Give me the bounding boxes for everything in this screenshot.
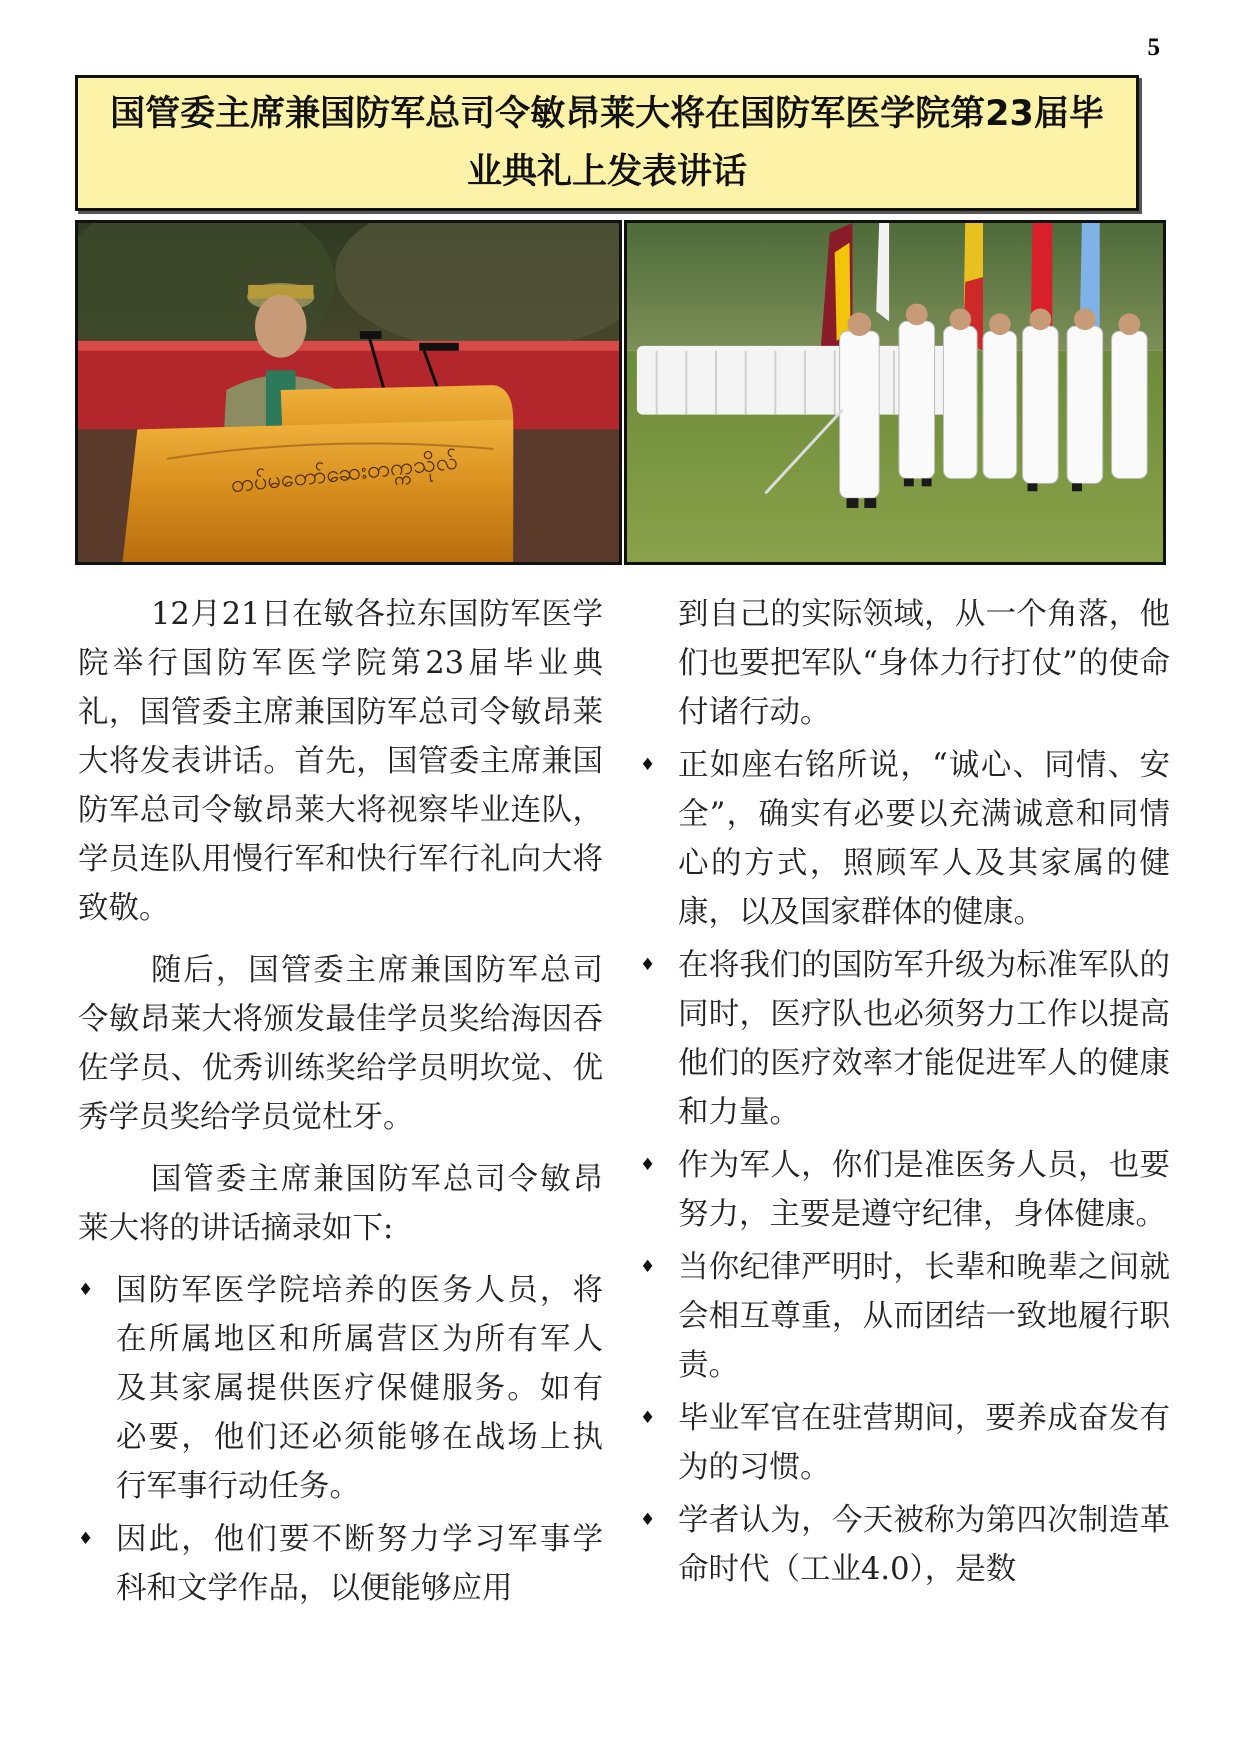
- bullet-text: 正如座右铭所说，“诚心、同情、安全”，确实有必要以充满诚意和同情心的方式，照顾军人及其家属的健康，以及国家群体的健康。: [678, 748, 1170, 930]
- list-item: [640, 1496, 1170, 1594]
- podium-lettering: တပ်မတော်ဆေးတက္ကသိုလ်: [229, 446, 460, 499]
- title-box: [75, 75, 1139, 211]
- parade-illustration: [627, 223, 1163, 562]
- bullet-text: 在将我们的国防军升级为标准军队的同时，医疗队也必须努力工作以提高他们的医疗效率才能促进军人的健康和力量。: [678, 948, 1170, 1130]
- list-item: [640, 741, 1170, 937]
- list-item: [640, 1243, 1170, 1390]
- bullet-text: 当你纪律严明时，长辈和晚辈之间就会相互尊重，从而团结一致地履行职责。: [678, 1250, 1170, 1383]
- article-title: 国管委主席兼国防军总司令敏昂莱大将在国防军医学院第23届毕业典礼上发表讲话: [110, 94, 1104, 192]
- diamond-bullet-icon: ♦: [640, 955, 656, 975]
- list-item: [78, 1266, 603, 1511]
- diamond-bullet-icon: ♦: [640, 1155, 656, 1175]
- paragraph-intro: 12月21日在敏各拉东国防军医学院举行国防军医学院第23届毕业典礼，国管委主席兼国防军总司令敏昂莱大将发表讲话。首先，国管委主席兼国防军总司令敏昂莱大将视察毕业连队，学员连队用慢行军和快行军行礼向大将致敬。: [78, 597, 603, 926]
- bullet-text: 学者认为，今天被称为第四次制造革命时代（工业4.0），是数: [678, 1503, 1170, 1587]
- paragraph-speech-intro: 国管委主席兼国防军总司令敏昂莱大将的讲话摘录如下:: [78, 1162, 603, 1246]
- right-bullet-list: [640, 741, 1170, 1594]
- diamond-bullet-icon: ♦: [640, 1257, 656, 1277]
- diamond-bullet-icon: ♦: [78, 1529, 94, 1549]
- diamond-bullet-icon: ♦: [640, 1510, 656, 1530]
- diamond-bullet-icon: ♦: [640, 755, 656, 775]
- photo-general-at-podium: [75, 220, 622, 565]
- bullet-text: 因此，他们要不断努力学习军事学科和文学作品，以便能够应用: [116, 1522, 603, 1606]
- diamond-bullet-icon: ♦: [640, 1408, 656, 1428]
- bullet-continuation: 到自己的实际领域，从一个角落，他们也要把军队“身体力行打仗”的使命付诸行动。: [678, 597, 1170, 730]
- list-item: [640, 941, 1170, 1137]
- page-number: 5: [1147, 34, 1160, 61]
- right-column: [640, 590, 1170, 1598]
- left-column: [78, 590, 603, 1617]
- list-item: [640, 1141, 1170, 1239]
- photo-parade: [624, 220, 1166, 565]
- bullet-text: 毕业军官在驻营期间，要养成奋发有为的习惯。: [678, 1401, 1170, 1485]
- paragraph-awards: 随后，国管委主席兼国防军总司令敏昂莱大将颁发最佳学员奖给海因吞佐学员、优秀训练奖给学员明坎觉、优秀学员奖给学员觉杜牙。: [78, 953, 603, 1135]
- left-bullet-list: [78, 1266, 603, 1613]
- bullet-text: 作为军人，你们是准医务人员，也要努力，主要是遵守纪律，身体健康。: [678, 1148, 1170, 1232]
- list-item: [640, 1394, 1170, 1492]
- diamond-bullet-icon: ♦: [78, 1280, 94, 1300]
- bullet-text: 国防军医学院培养的医务人员，将在所属地区和所属营区为所有军人及其家属提供医疗保健服务。如有必要，他们还必须能够在战场上执行军事行动任务。: [116, 1273, 603, 1504]
- podium-illustration: [78, 223, 619, 562]
- list-item: [78, 1515, 603, 1613]
